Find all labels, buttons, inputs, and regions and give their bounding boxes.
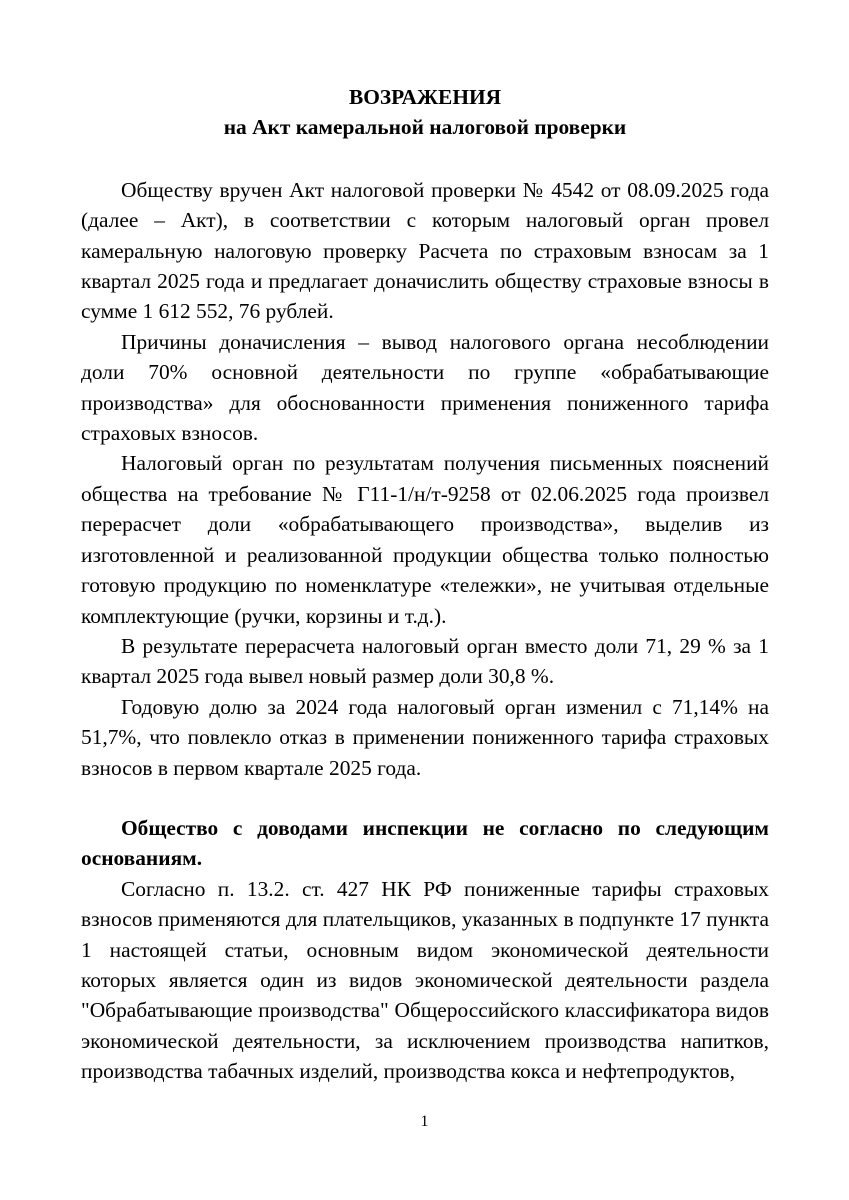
paragraph-reasons: Причины доначисления – вывод налогового органа несоблюдении доли 70% основной деятельности по группе «обрабатывающие производства» для обоснованности применения пониженного тарифа страховых взносов.	[81, 329, 769, 446]
paragraph-act-delivered: Обществу вручен Акт налоговой проверки № 4542 от 08.09.2025 года (далее – Акт), в соответствии с которым налоговый орган провел камеральную налоговую проверку Расчета по страховым взносам за 1 квартал 2025 года и предлагает доначислить обществу страховые взносы в сумме 1 612 552, 76 рублей.	[81, 177, 769, 324]
paragraph-new-share: В результате перерасчета налоговый орган вместо доли 71, 29 % за 1 квартал 2025 года вывел новый размер доли 30,8 %.	[81, 633, 769, 689]
heading-gap	[81, 143, 769, 175]
paragraph-recalculation: Налоговый орган по результатам получения письменных пояснений общества на требование № Г11-1/н/т-9258 от 02.06.2025 года произвел перерасчет доли «обрабатывающего производства», выделив из изготовленной и реализованной продукции общества только полностью готовую продукцию по номенклатуре «тележки», не учитывая отдельные комплектующие (ручки, корзины и т.д.).	[81, 451, 769, 628]
section-spacer	[81, 783, 769, 813]
document-title: ВОЗРАЖЕНИЯ	[348, 85, 502, 109]
section-heading: Общество с доводами инспекции не согласно по следующим основаниям.	[81, 815, 769, 871]
document-body	[81, 82, 769, 1087]
document-subtitle: на Акт камеральной налоговой проверки	[223, 115, 627, 140]
page-number: 1	[420, 1113, 429, 1130]
paragraph-annual-share: Годовую долю за 2024 года налоговый орган изменил с 71,14% на 51,7%, что повлекло отказ в применении пониженного тарифа страховых взносов в первом квартале 2025 года.	[81, 694, 769, 780]
paragraph-tax-code: Согласно п. 13.2. ст. 427 НК РФ пониженные тарифы страховых взносов применяются для плательщиков, указанных в подпункте 17 пункта 1 настоящей статьи, основным видом экономической деятельности которых является один из видов экономической деятельности раздела "Обрабатывающие производства" Общероссийского классификатора видов экономической деятельности, за исключением производства напитков, производства табачных изделий, производства кокса и нефтепродуктов,	[81, 876, 769, 1084]
